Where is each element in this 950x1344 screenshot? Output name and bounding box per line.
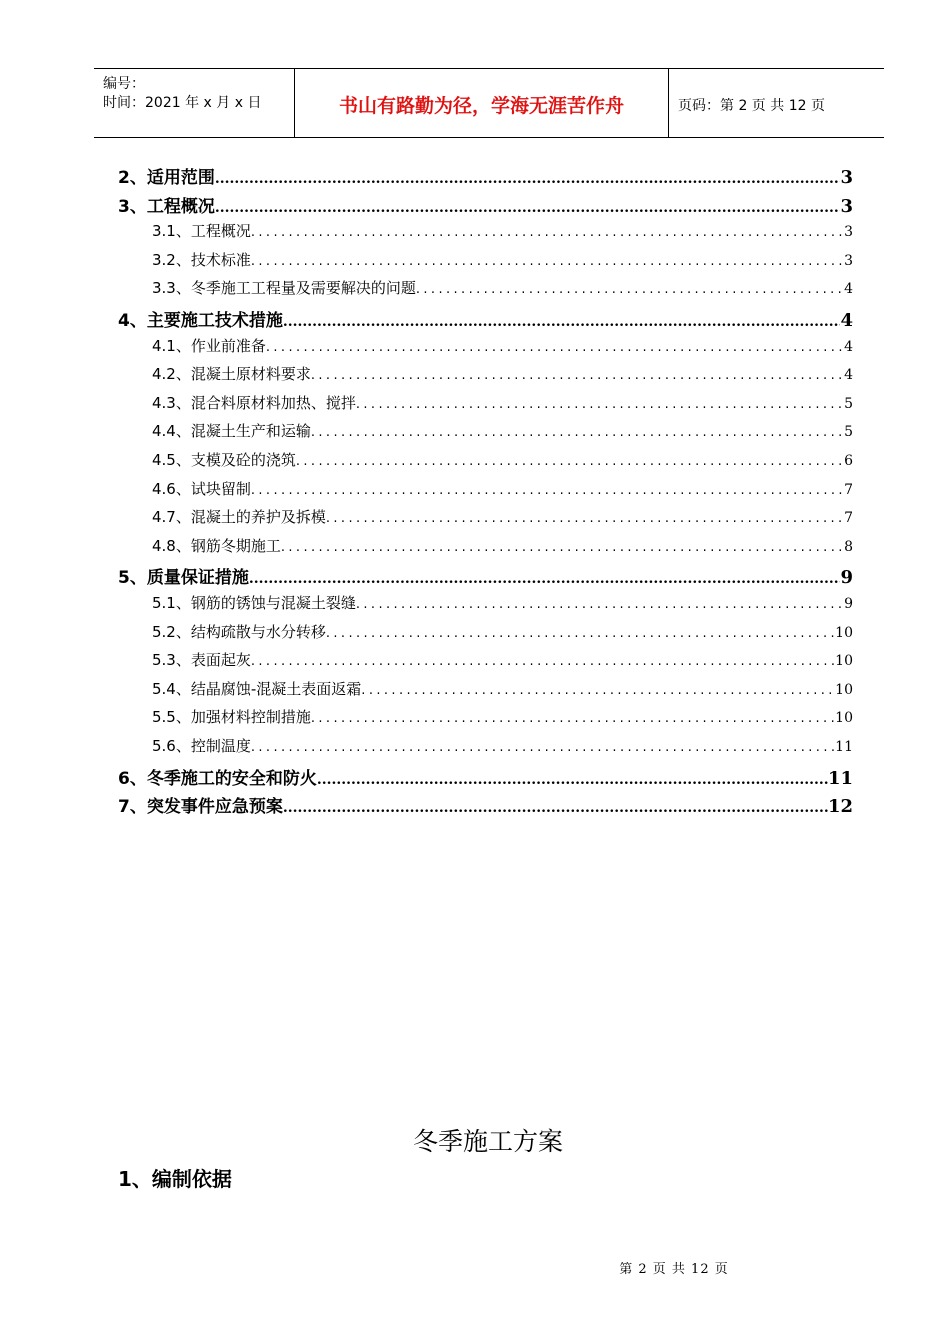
toc-leader-dots xyxy=(356,397,844,412)
number-label: 编号： xyxy=(103,76,145,92)
toc-entry-page: 11 xyxy=(827,767,853,789)
toc-entry-title: 5.5、加强材料控制措施 xyxy=(152,708,311,727)
page-label: 页码：第 2 页 共 12 页 xyxy=(678,98,825,114)
toc-entry-title: 5.1、钢筋的锈蚀与混凝土裂缝 xyxy=(152,594,356,612)
toc-entry-title: 7、突发事件应急预案 xyxy=(118,797,283,818)
toc-leader-dots xyxy=(311,711,835,726)
toc-leader-dots xyxy=(326,511,844,526)
toc-entry-title: 5.2、结构疏散与水分转移 xyxy=(152,622,326,641)
toc-entry-page: 5 xyxy=(844,424,853,441)
toc-entry-title: 3.1、工程概况 xyxy=(152,222,251,241)
toc-entry xyxy=(118,306,853,331)
toc-entry-title: 5.3、表面起灰 xyxy=(152,651,251,670)
toc-entry-title: 4.3、混合料原材料加热、搅拌 xyxy=(152,393,356,412)
toc-leader-dots xyxy=(361,683,835,698)
toc-leader-dots xyxy=(215,200,841,216)
toc-entry-title: 4、主要施工技术措施 xyxy=(118,311,283,331)
page-header xyxy=(94,68,884,138)
toc-leader-dots xyxy=(317,772,828,788)
toc-entry-page: 5 xyxy=(844,395,853,412)
toc-entry xyxy=(152,220,853,241)
toc-entry xyxy=(152,735,853,756)
toc-entry xyxy=(152,363,853,384)
toc-leader-dots xyxy=(311,368,844,383)
toc-leader-dots xyxy=(251,483,844,498)
toc-entry xyxy=(152,478,853,499)
toc-entry-page: 4 xyxy=(844,338,853,355)
toc-leader-dots xyxy=(283,314,841,330)
section-heading: 1、编制依据 xyxy=(118,1167,232,1191)
toc-entry-title: 3.3、冬季施工工程量及需要解决的问题 xyxy=(152,279,416,298)
toc-entry-page: 4 xyxy=(840,310,853,331)
toc-entry-title: 6、冬季施工的安全和防火 xyxy=(118,768,317,789)
toc-entry-title: 5、质量保证措施 xyxy=(118,568,249,589)
page-footer: 第 2 页 共 12 页 xyxy=(619,1262,729,1277)
toc-leader-dots xyxy=(251,740,835,755)
toc-entry-title: 2、适用范围 xyxy=(118,168,215,188)
toc-entry-title: 4.1、作业前准备 xyxy=(152,336,266,355)
toc-leader-dots xyxy=(266,340,844,355)
header-motto-cell xyxy=(295,69,669,137)
toc-entry-title: 3.2、技术标准 xyxy=(152,250,251,269)
toc-entry xyxy=(152,649,853,670)
toc-entry xyxy=(118,764,853,789)
toc-entry-title: 4.7、混凝土的养护及拆模 xyxy=(152,508,326,527)
toc-entry-title: 3、工程概况 xyxy=(118,196,215,217)
toc-entry-page: 8 xyxy=(844,538,853,555)
toc-entry-page: 7 xyxy=(844,510,853,527)
toc-entry-page: 10 xyxy=(835,681,853,698)
toc-leader-dots xyxy=(281,540,844,555)
toc-entry-page: 10 xyxy=(835,653,853,670)
toc-leader-dots xyxy=(326,626,835,641)
toc-entry xyxy=(118,192,853,217)
toc-leader-dots xyxy=(251,225,844,240)
toc-entry xyxy=(118,563,853,588)
toc-entry xyxy=(152,621,853,642)
toc-entry-page: 4 xyxy=(844,367,853,384)
toc-entry-page: 3 xyxy=(840,167,853,188)
toc-leader-dots xyxy=(296,454,844,469)
toc-leader-dots xyxy=(311,425,844,440)
toc-entry-title: 5.4、结晶腐蚀-混凝土表面返霜 xyxy=(152,679,362,698)
toc-entry-page: 4 xyxy=(844,281,853,298)
toc-leader-dots xyxy=(249,571,841,587)
toc-entry xyxy=(118,792,853,817)
toc-entry-title: 5.6、控制温度 xyxy=(152,737,251,755)
toc-entry-page: 9 xyxy=(844,596,853,612)
toc-entry-page: 3 xyxy=(840,195,853,217)
toc-entry-page: 7 xyxy=(844,481,853,498)
toc-entry-title: 4.5、支模及砼的浇筑 xyxy=(152,451,296,469)
toc-entry xyxy=(152,449,853,470)
header-page-cell xyxy=(669,69,884,137)
toc-entry xyxy=(152,535,853,556)
toc-entry-page: 9 xyxy=(840,567,853,589)
toc-entry xyxy=(152,592,853,613)
toc-entry xyxy=(118,163,853,188)
toc-leader-dots xyxy=(283,800,828,816)
toc-entry xyxy=(152,420,853,441)
toc-entry xyxy=(152,249,853,270)
toc-leader-dots xyxy=(251,254,844,269)
toc-entry-page: 12 xyxy=(827,796,853,818)
toc-entry xyxy=(152,392,853,413)
toc-entry xyxy=(152,506,853,527)
toc-entry-title: 4.6、试块留制 xyxy=(152,479,251,498)
toc-entry-page: 3 xyxy=(844,224,853,241)
toc-entry-page: 10 xyxy=(835,710,853,727)
toc-entry xyxy=(152,277,853,298)
toc-leader-dots xyxy=(416,282,844,297)
document-title: 冬季施工方案 xyxy=(412,1127,563,1156)
toc-entry xyxy=(152,335,853,356)
toc-entry-page: 3 xyxy=(844,252,853,269)
toc-entry-title: 4.8、钢筋冬期施工 xyxy=(152,536,281,555)
toc-entry xyxy=(152,678,853,699)
toc-leader-dots xyxy=(356,597,844,612)
toc-entry-title: 4.4、混凝土生产和运输 xyxy=(152,422,311,441)
toc-entry-page: 10 xyxy=(835,624,853,641)
toc-leader-dots xyxy=(251,654,835,669)
toc-entry-page: 11 xyxy=(835,739,853,755)
time-label: 时间：2021 年 x 月 x 日 xyxy=(103,95,262,111)
toc-leader-dots xyxy=(215,171,841,187)
header-info-cell xyxy=(94,69,295,137)
toc-entry-title: 4.2、混凝土原材料要求 xyxy=(152,365,311,384)
motto: 书山有路勤为径，学海无涯苦作舟 xyxy=(338,95,624,117)
toc-entry xyxy=(152,706,853,727)
toc-entry-page: 6 xyxy=(844,453,853,469)
